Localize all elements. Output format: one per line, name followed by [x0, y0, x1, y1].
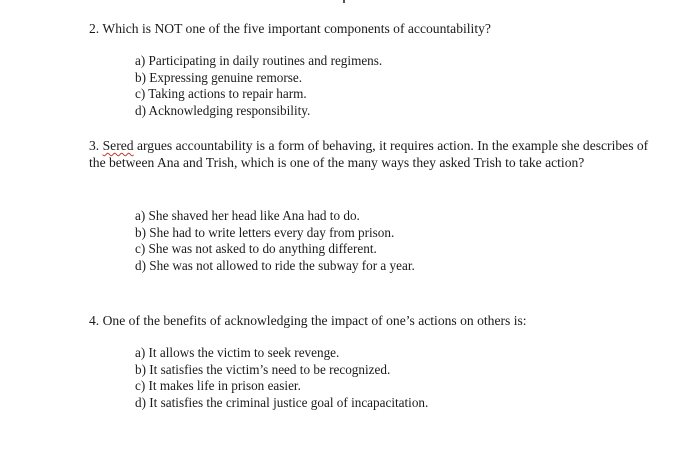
question-3-text: argues accountability is a form of behaving, it requires action. In the example she describes of the between Ana and Trish, which is one of the many ways they asked Trish to take action? [89, 138, 649, 170]
option-2a[interactable]: a) Participating in daily routines and regimens. [135, 53, 383, 68]
question-2-number: 2. [89, 21, 100, 36]
option-4c[interactable]: c) It makes life in prison easier. [135, 378, 301, 394]
question-3-number: 3. [89, 138, 100, 153]
option-4b[interactable]: b) It satisfies the victim’s need to be recognized. [135, 361, 391, 377]
option-3b[interactable]: b) She had to write letters every day from prison. [135, 224, 395, 240]
option-3a[interactable]: a) She shaved her head like Ana had to do. [135, 208, 360, 223]
option-2c[interactable]: c) Taking actions to repair harm. [135, 86, 307, 102]
question-3 [89, 137, 664, 171]
question-3-options [135, 208, 415, 274]
option-3d[interactable]: d) She was not allowed to ride the subway for a year. [135, 257, 415, 273]
question-4-text: One of the benefits of acknowledging the impact of one’s actions on others is: [102, 313, 527, 328]
question-2-text: Which is NOT one of the five important components of accountability? [102, 21, 491, 36]
page-edge-mark [343, 0, 345, 3]
option-3c[interactable]: c) She was not asked to do anything different. [135, 241, 377, 257]
option-4a[interactable]: a) It allows the victim to seek revenge. [135, 345, 340, 360]
question-2 [89, 20, 491, 37]
question-4 [89, 312, 527, 329]
question-4-number: 4. [89, 313, 100, 328]
question-4-options [135, 345, 428, 411]
option-4d[interactable]: d) It satisfies the criminal justice goal of incapacitation. [135, 394, 429, 410]
spellcheck-flagged-word: Sered [102, 138, 134, 153]
option-2b[interactable]: b) Expressing genuine remorse. [135, 69, 302, 85]
question-2-options [135, 53, 382, 119]
option-2d[interactable]: d) Acknowledging responsibility. [135, 102, 311, 118]
